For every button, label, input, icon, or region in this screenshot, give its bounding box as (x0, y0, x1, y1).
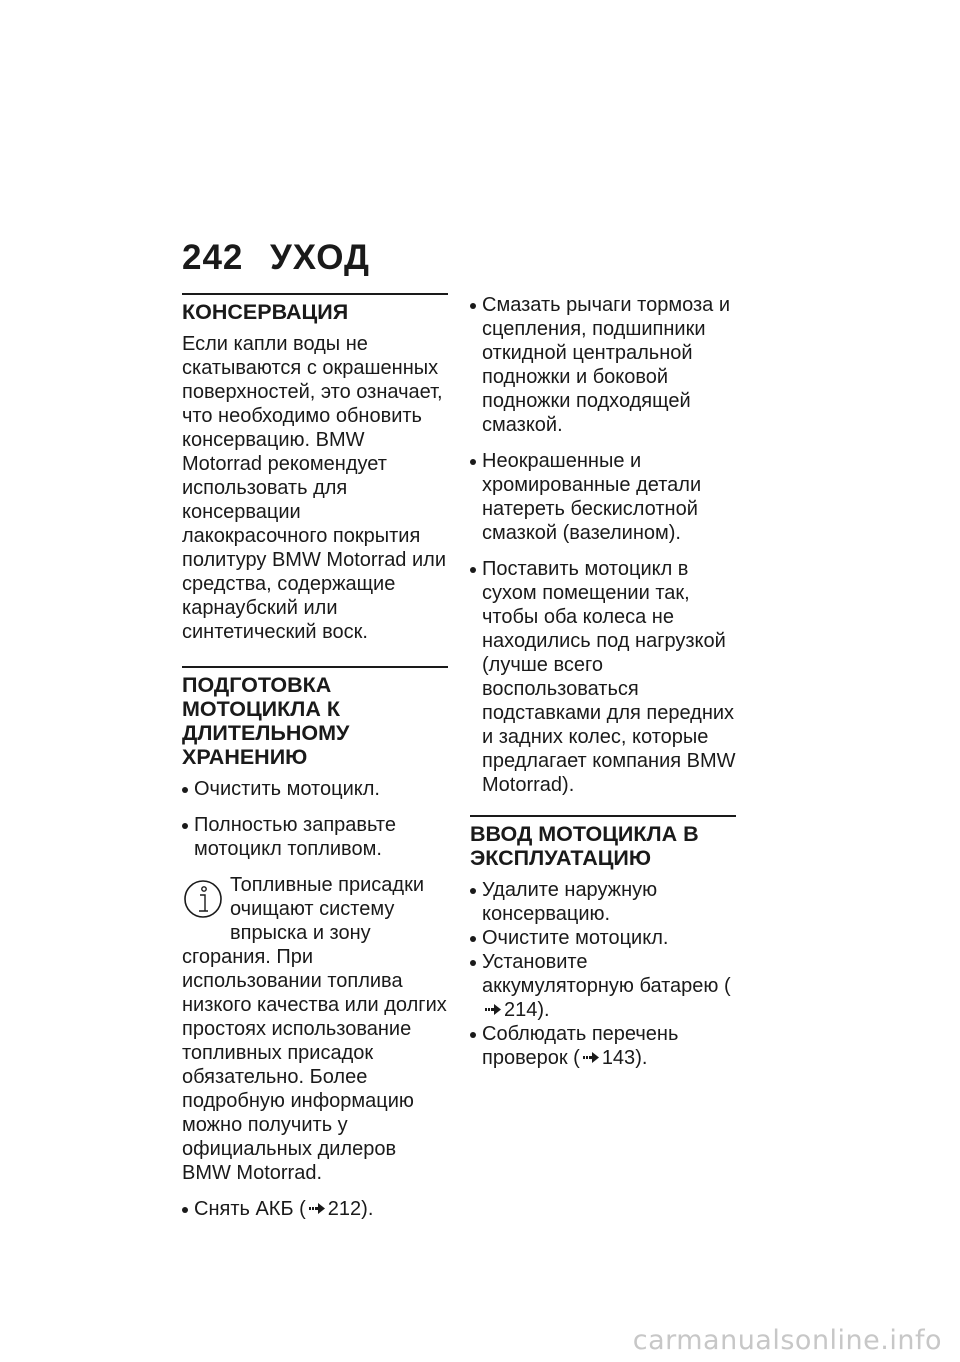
list-item: Соблюдать перечень проверок ( 143). (470, 1022, 736, 1070)
info-note (182, 873, 448, 1185)
list-item: Снять АКБ ( 212). (182, 1197, 448, 1221)
reference-arrow-icon (583, 1052, 599, 1063)
section-title-commissioning: ВВОД МОТОЦИКЛА В ЭКСПЛУАТАЦИЮ (470, 815, 736, 870)
reference-arrow-icon (485, 1004, 501, 1015)
page-reference[interactable]: 214 (504, 999, 538, 1021)
left-column (182, 293, 448, 1233)
conservation-paragraph: Если капли воды не скатываются с окрашенных поверхностей, это означает, что необходимо обновить консервацию. BMW Motorrad рекомендует использовать для консервации лакокрасочного покрытия политуру BMW Motorrad или средства, содержащие карнаубский или синтетический воск. (182, 333, 447, 643)
commissioning-list (470, 878, 736, 1070)
section-title-conservation: КОНСЕРВАЦИЯ (182, 293, 448, 324)
list-item: Удалите наружную консервацию. (470, 878, 736, 926)
list-item: Очистить мотоцикл. (182, 777, 448, 801)
info-icon (182, 875, 224, 923)
storage-list-2 (182, 1197, 448, 1221)
page-reference[interactable]: 212 (327, 1198, 362, 1220)
list-item: Неокрашенные и хромированные детали натереть бескислотной смазкой (вазелином). (470, 449, 736, 545)
info-note-text: Топливные присадки очищают систему впрыска и зону сгорания. При использовании топлива низкого качества или долгих простоях использование топливных присадок обязательно. Более подробную информацию можно получить у официальных дилеров BMW Motorrad. (182, 874, 447, 1184)
page-header (182, 238, 370, 278)
storage-list-continued (470, 293, 736, 797)
list-item: Поставить мотоцикл в сухом помещении так, чтобы оба колеса не находились под нагрузкой (лучше всего воспользоваться подставками для передних и задних колес, которые предлагает компания BMW Motorrad). (470, 557, 736, 797)
list-item: Очистите мотоцикл. (470, 926, 736, 950)
list-item: Полностью заправьте мотоцикл топливом. (182, 813, 448, 861)
section-title-storage: ПОДГОТОВКА МОТОЦИКЛА К ДЛИТЕЛЬНОМУ ХРАНЕНИЮ (182, 666, 448, 769)
list-item: Установите аккумуляторную батарею (214). (470, 950, 736, 1022)
right-column (470, 293, 736, 1070)
watermark: carmanualsonline.info (632, 1325, 942, 1356)
chapter-title: УХОД (270, 238, 370, 277)
list-item: Смазать рычаги тормоза и сцепления, подшипники откидной центральной подножки и боковой подножки подходящей смазкой. (470, 293, 736, 437)
storage-list (182, 777, 448, 861)
page-number: 242 (182, 238, 244, 277)
page-reference[interactable]: 143 (601, 1047, 636, 1069)
reference-arrow-icon (309, 1203, 325, 1214)
